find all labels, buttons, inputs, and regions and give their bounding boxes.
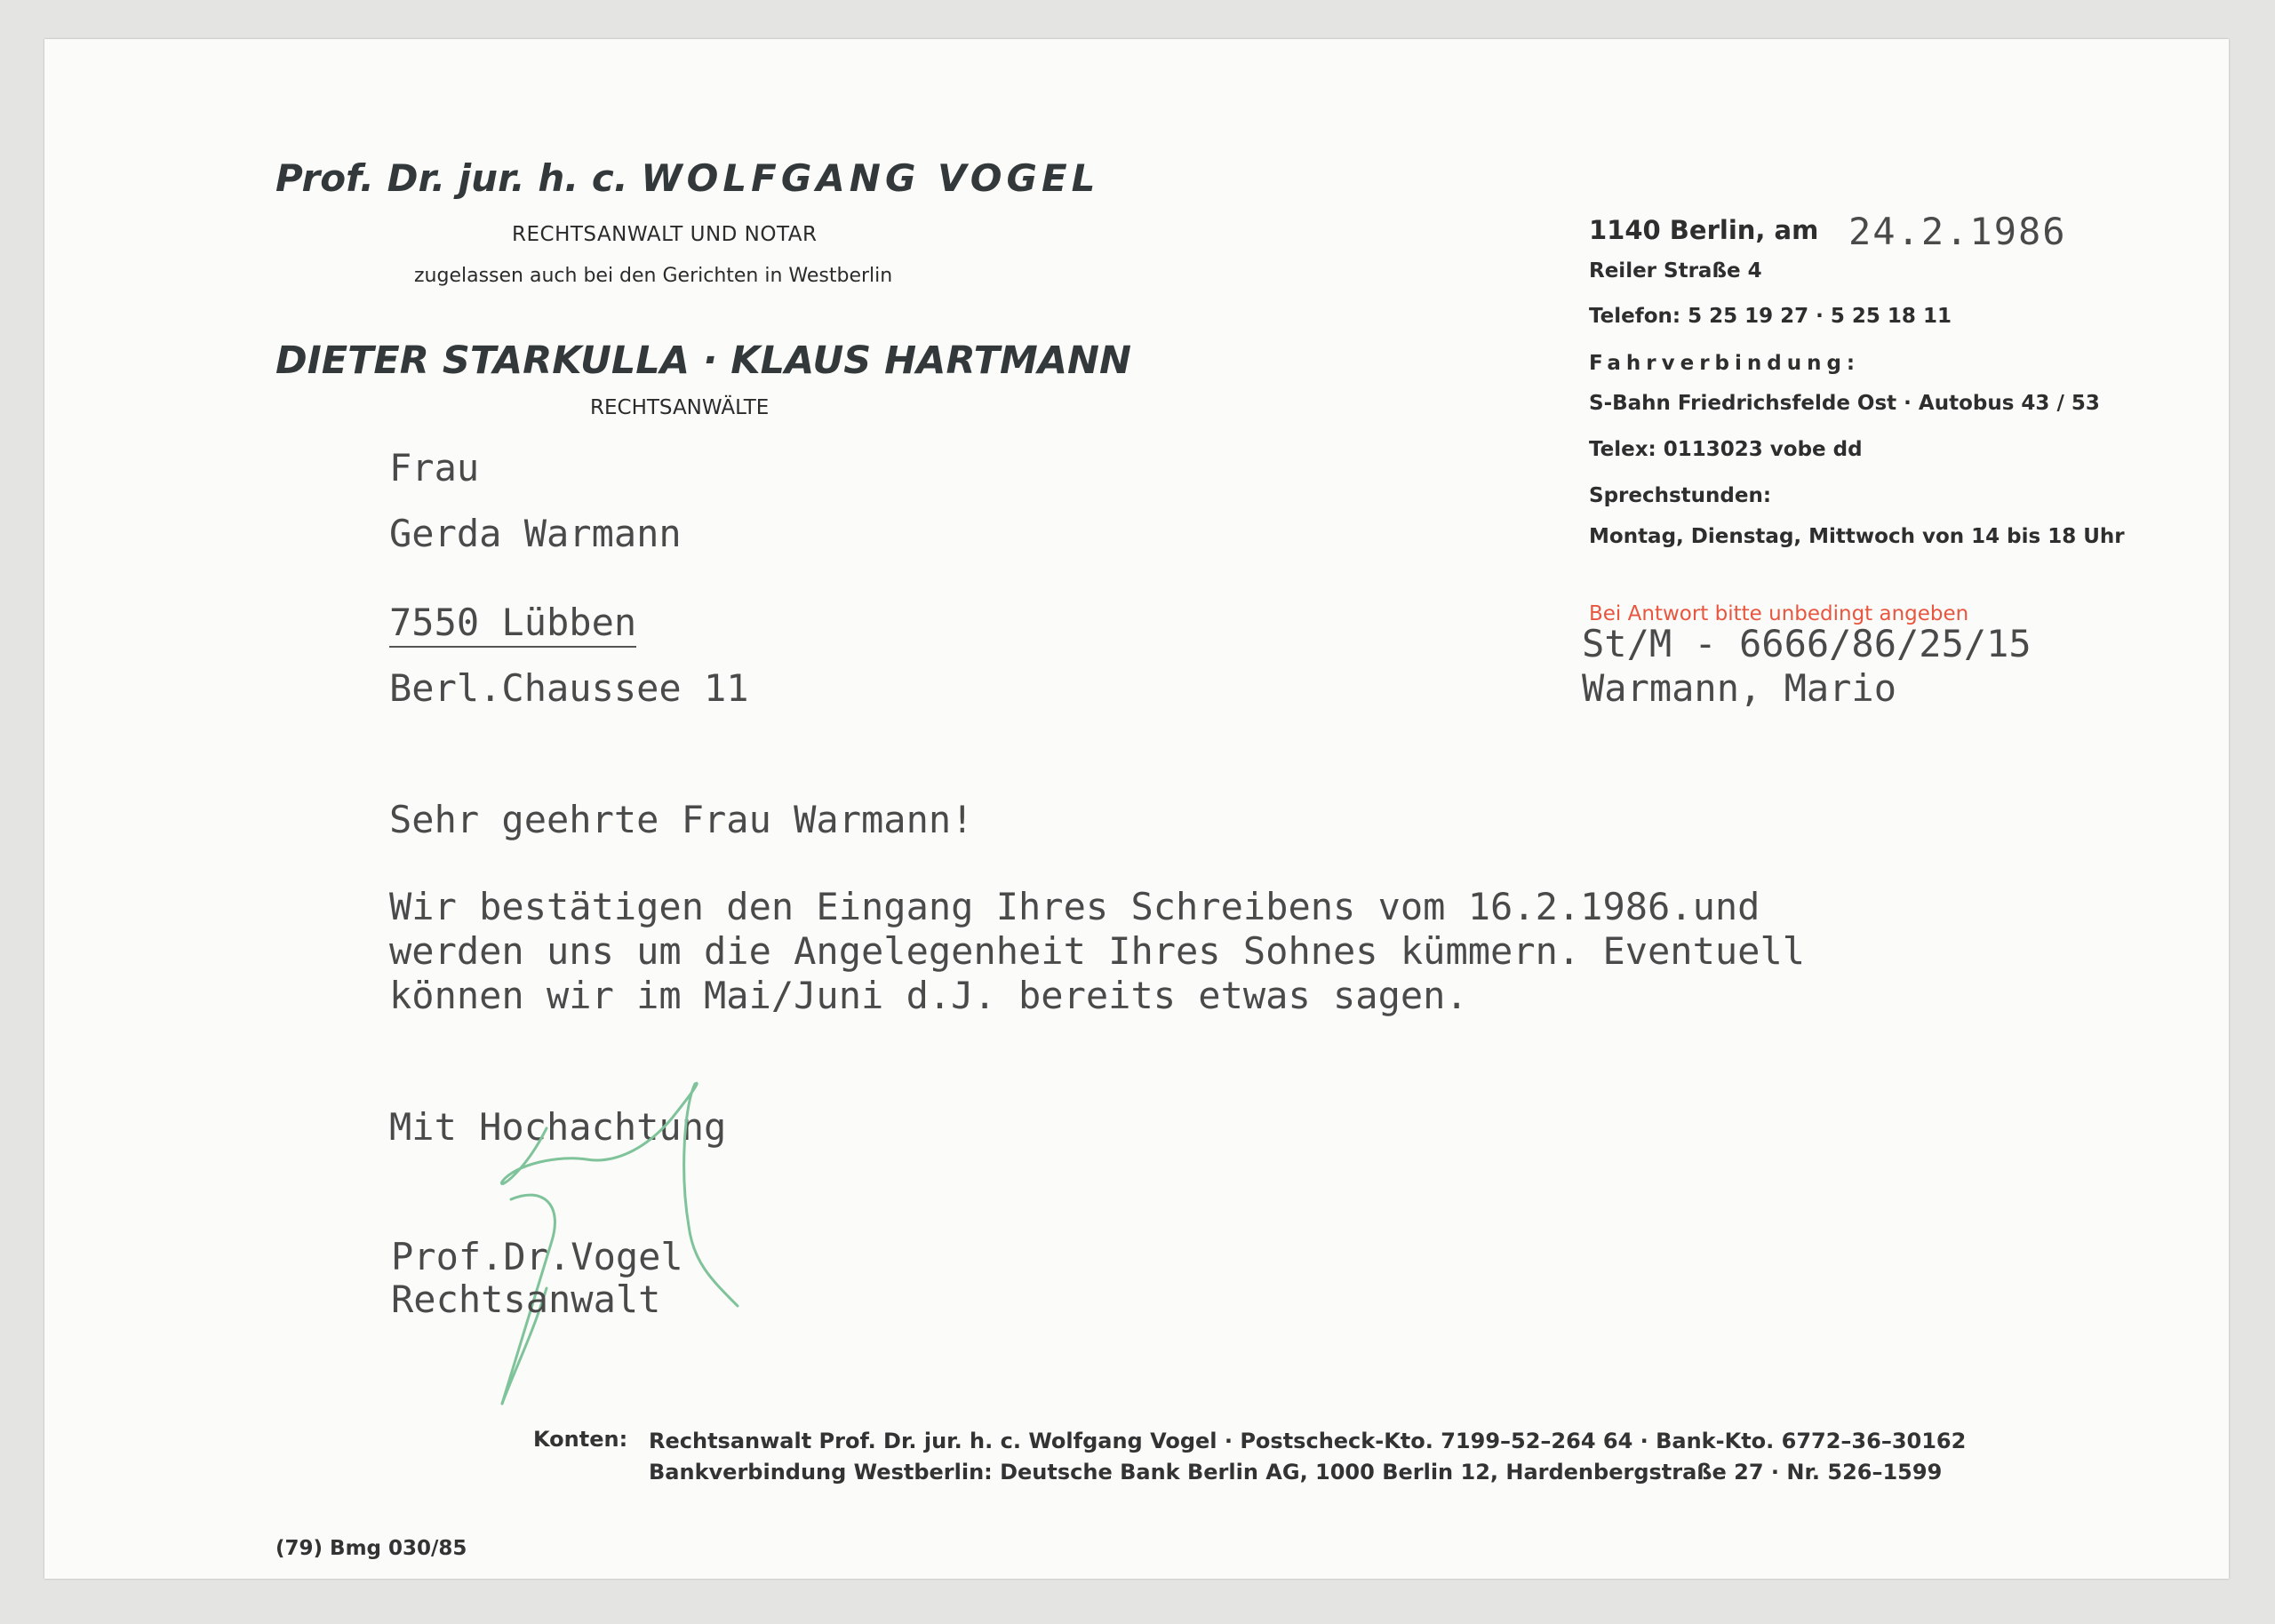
office-telex: Telex: 0113023 vobe dd bbox=[1589, 438, 1863, 461]
footer-accounts-line-1: Rechtsanwalt Prof. Dr. jur. h. c. Wolfgang Vogel · Postscheck-Kto. 7199–52–264 64 · Bank-Kto. 6772–36–30162 bbox=[649, 1429, 1967, 1453]
letterhead-name bbox=[275, 156, 1099, 200]
recipient-city: 7550 Lübben bbox=[389, 601, 636, 648]
signer-role: Rechtsanwalt bbox=[391, 1278, 661, 1321]
office-phone: Telefon: 5 25 19 27 · 5 25 18 11 bbox=[1589, 305, 1952, 328]
letter-date: 24.2.1986 bbox=[1848, 210, 2067, 253]
letterhead-name-main: WOLFGANG VOGEL bbox=[641, 156, 1100, 200]
reference-note: Bei Antwort bitte unbedingt angeben bbox=[1589, 602, 1969, 625]
city-line: 1140 Berlin, am bbox=[1589, 215, 1819, 245]
transport-label: Fahrverbindung: bbox=[1589, 352, 1861, 375]
letterhead-title: RECHTSANWALT UND NOTAR bbox=[512, 223, 818, 246]
office-street: Reiler Straße 4 bbox=[1589, 259, 1762, 283]
reference-name: Warmann, Mario bbox=[1582, 666, 1897, 710]
recipient-street: Berl.Chaussee 11 bbox=[389, 666, 749, 710]
signer-name: Prof.Dr.Vogel bbox=[391, 1235, 683, 1278]
letterhead-partners: DIETER STARKULLA · KLAUS HARTMANN bbox=[275, 338, 1132, 383]
form-code: (79) Bmg 030/85 bbox=[275, 1537, 467, 1560]
recipient-name: Gerda Warmann bbox=[389, 512, 682, 555]
letter-closing: Mit Hochachtung bbox=[389, 1105, 727, 1149]
transport-info: S-Bahn Friedrichsfelde Ost · Autobus 43 / 53 bbox=[1589, 392, 2100, 415]
letterhead-admission: zugelassen auch bei den Gerichten in Westberlin bbox=[414, 265, 893, 287]
office-hours: Montag, Dienstag, Mittwoch von 14 bis 18 Uhr bbox=[1589, 525, 2125, 548]
hours-label: Sprechstunden: bbox=[1589, 484, 1772, 507]
letter-body: Wir bestätigen den Eingang Ihres Schreibens vom 16.2.1986.und werden uns um die Angelegenheit Ihres Sohnes kümmern. Eventuell können wir im Mai/Juni d.J. bereits etwas sagen. bbox=[389, 885, 1806, 1017]
letterhead-name-prefix: Prof. Dr. jur. h. c. bbox=[275, 156, 642, 200]
reference-number: St/M - 6666/86/25/15 bbox=[1582, 622, 2032, 665]
footer-accounts-label: Konten: bbox=[533, 1427, 628, 1452]
letterhead-partners-title: RECHTSANWÄLTE bbox=[590, 396, 770, 419]
recipient-salutation: Frau bbox=[389, 446, 480, 490]
letter-greeting: Sehr geehrte Frau Warmann! bbox=[389, 798, 974, 841]
footer-accounts-line-2: Bankverbindung Westberlin: Deutsche Bank Berlin AG, 1000 Berlin 12, Hardenbergstraße 27 · Nr. 526–1599 bbox=[649, 1460, 1943, 1485]
letter-page bbox=[44, 39, 2229, 1579]
